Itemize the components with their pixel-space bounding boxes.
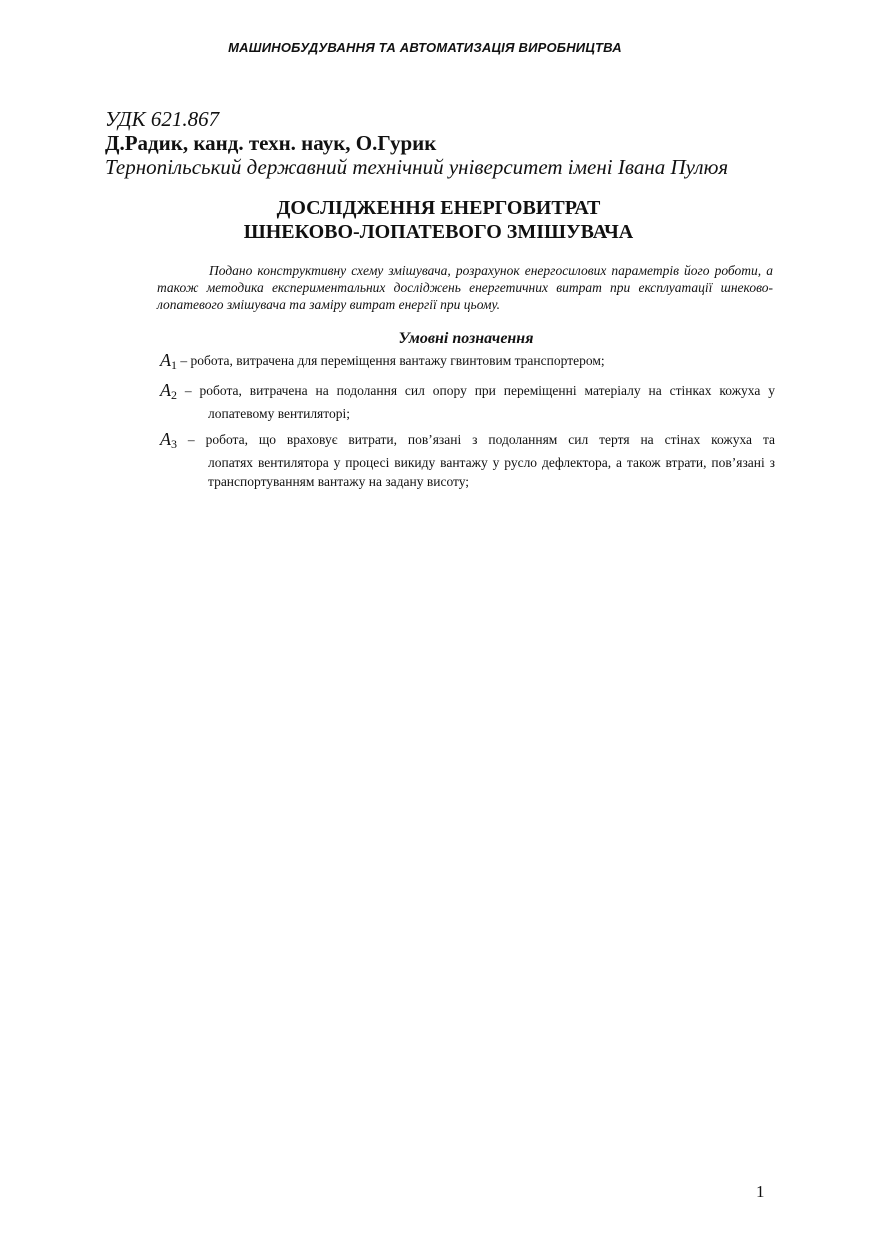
notation-definition: – робота, витрачена для переміщення вантажу гвинтовим транспортером; — [180, 353, 605, 368]
notation-symbol: $A_2$ — [160, 380, 177, 402]
paper-title — [0, 196, 877, 244]
notation-definition-continuation: лопатях вентилятора у процесі викиду вантажу у русло дефлектора, а також втрати, пов’язані з транспортуванням вантажу на задану висоту; — [208, 455, 775, 489]
abstract: Подано конструктивну схему змішувача, розрахунок енергосилових параметрів його роботи, а також методика експериментальних досліджень енергетичних витрат при експлуатації шнеково-лопатевого змішувача та заміру витрат енергії при цьому. — [157, 263, 773, 312]
paper-title-line-1: ДОСЛІДЖЕННЯ ЕНЕРГОВИТРАТ — [276, 197, 601, 219]
notation-item — [160, 380, 775, 423]
notation-list — [160, 350, 775, 497]
notation-definition: – робота, що враховує витрати, пов’язані з подоланням сил тертя на стінах кожуха та — [187, 432, 776, 447]
notation-item — [160, 429, 775, 491]
authors: Д.Радик, канд. техн. наук, О.Гурик — [105, 131, 437, 155]
notation-symbol: $A_1$ — [160, 350, 177, 372]
notation-definition-continuation: лопатевому вентиляторі; — [208, 406, 350, 421]
affiliation: Тернопільський державний технічний університет імені Івана Пулюя — [105, 155, 729, 179]
notation-item — [160, 350, 775, 374]
udc-code: УДК 621.867 — [105, 107, 220, 131]
notation-definition: – робота, витрачена на подолання сил опору при переміщенні матеріалу на стінках кожуха у — [184, 383, 775, 398]
notation-heading: Умовні позначення — [398, 330, 534, 347]
paper-title-line-2: ШНЕКОВО-ЛОПАТЕВОГО ЗМІШУВАЧА — [243, 221, 634, 243]
page-number: 1 — [756, 1182, 765, 1201]
running-header: МАШИНОБУДУВАННЯ ТА АВТОМАТИЗАЦІЯ ВИРОБНИЦТВА — [228, 40, 622, 55]
notation-symbol: $A_3$ — [160, 429, 177, 451]
